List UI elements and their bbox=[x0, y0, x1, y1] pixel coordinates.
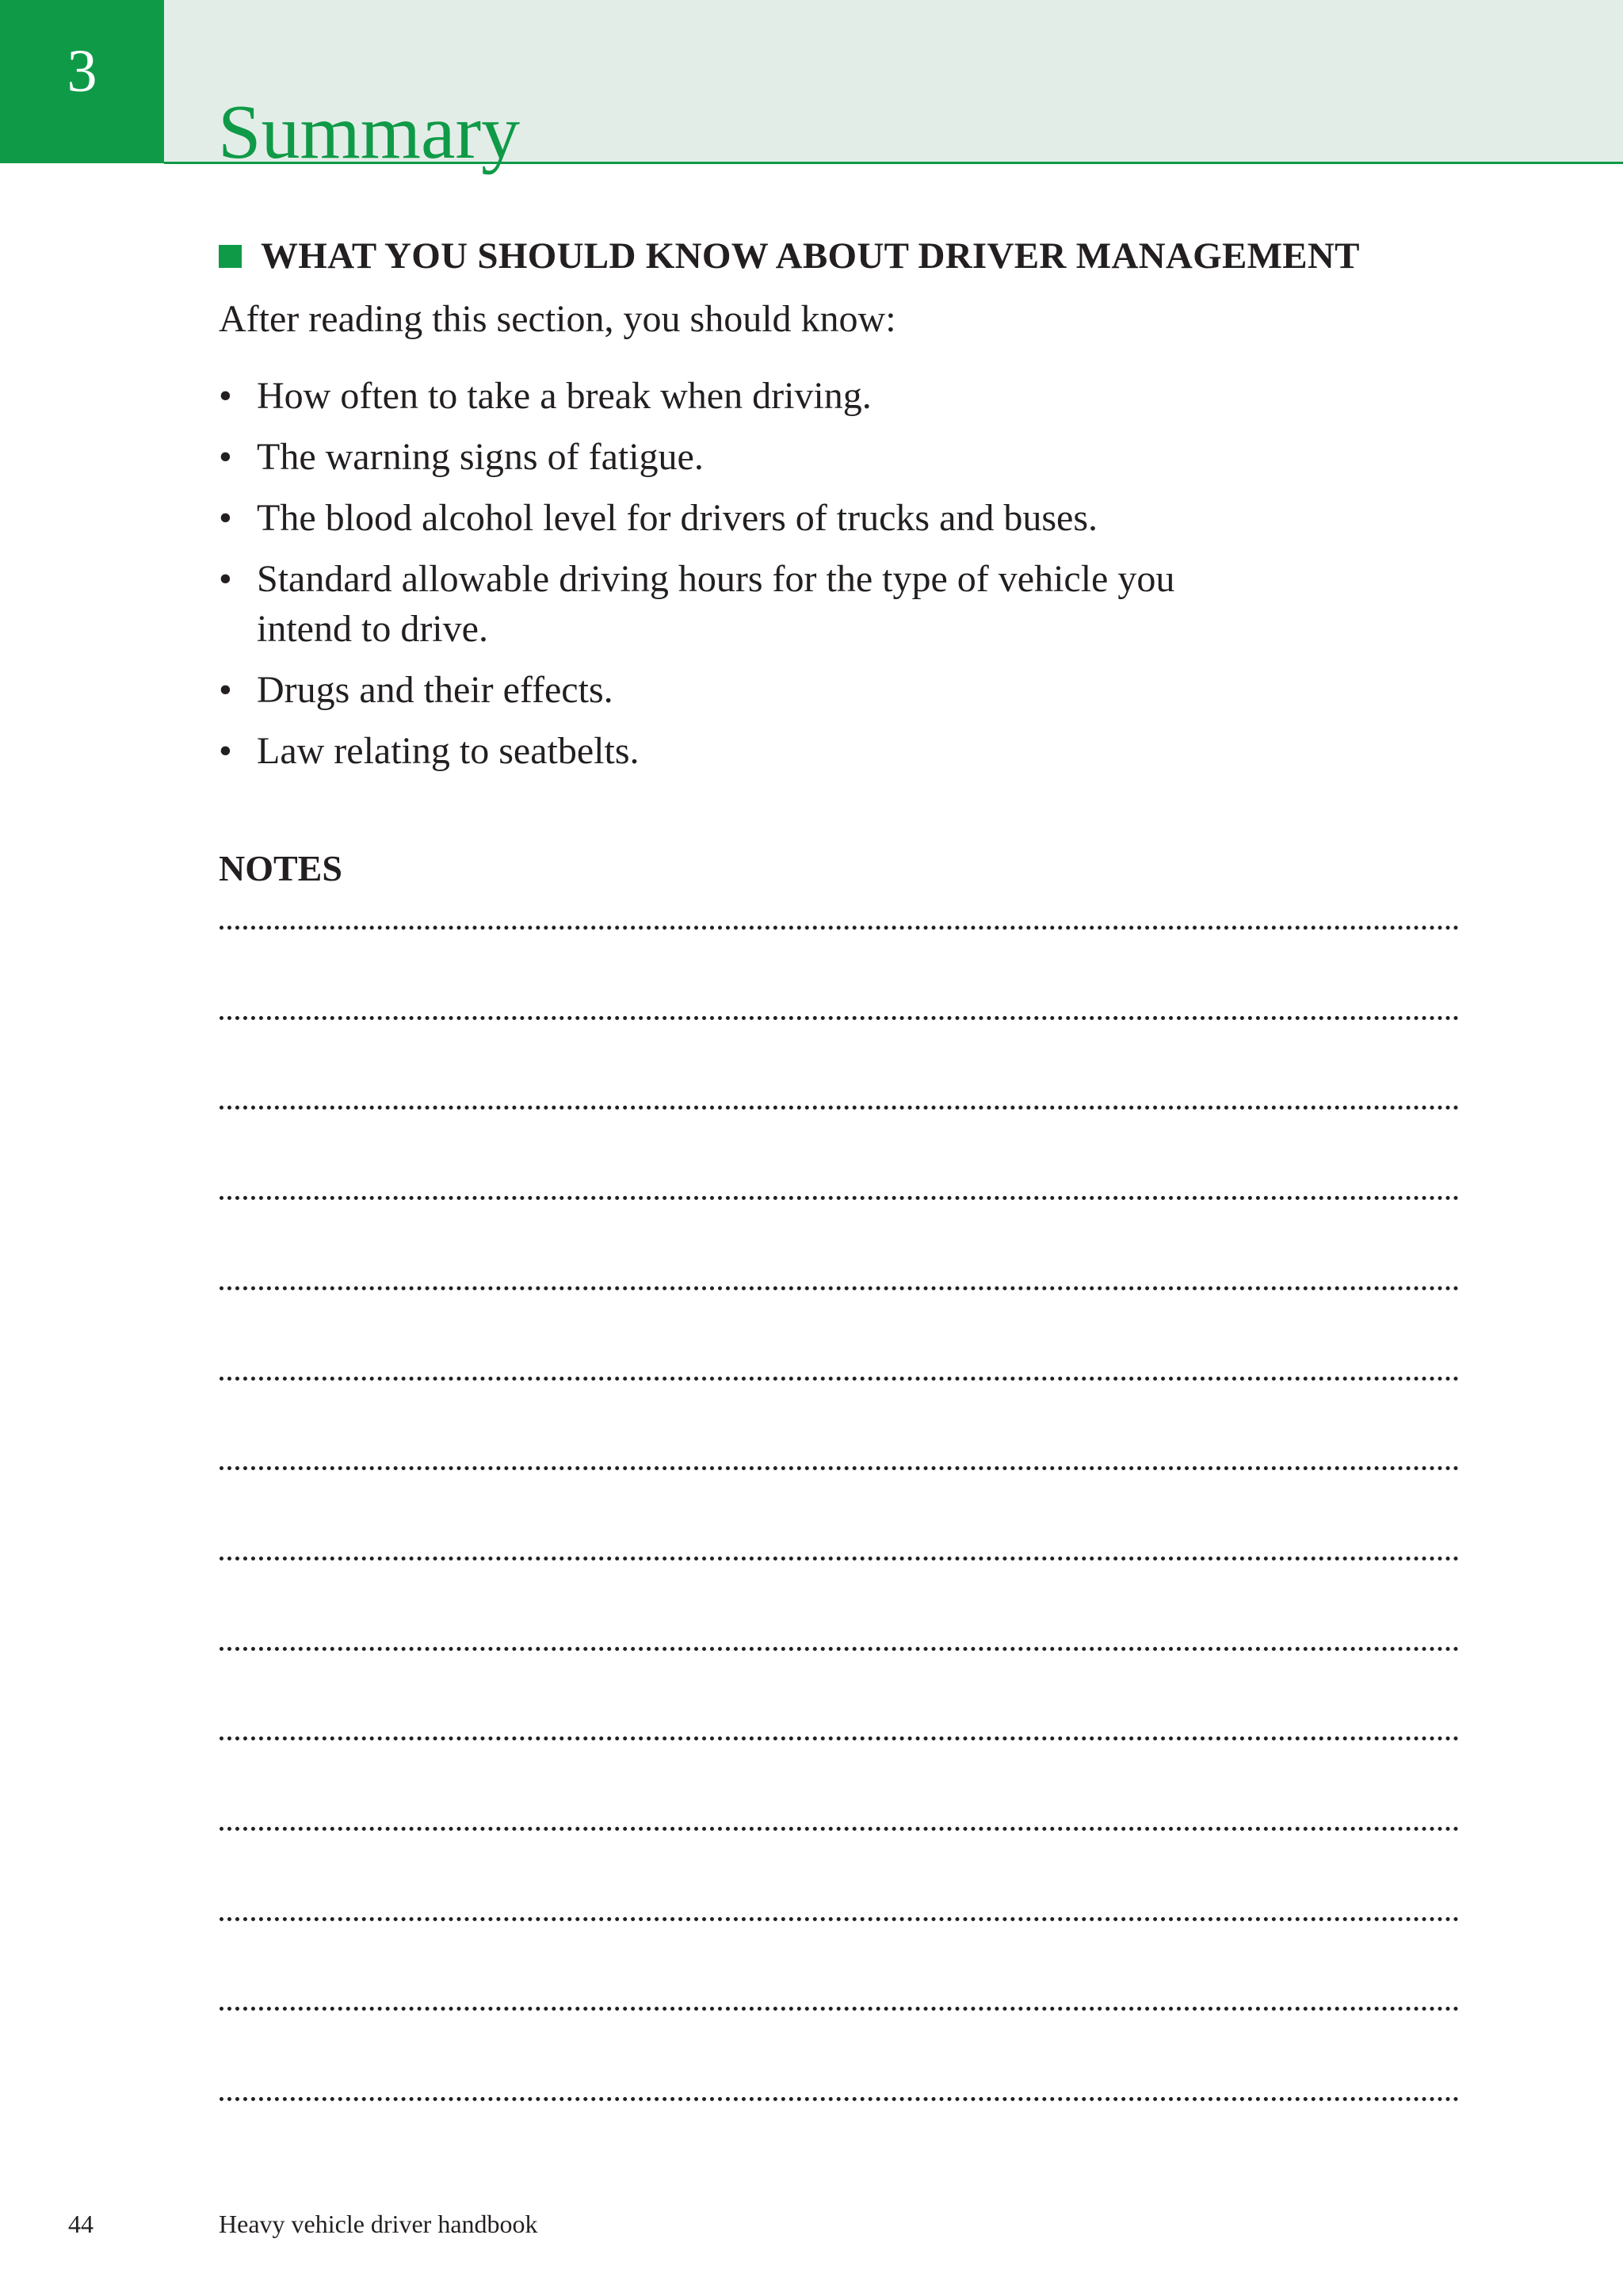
note-line bbox=[220, 1286, 1459, 1290]
bullet-icon: • bbox=[219, 375, 232, 417]
list-item-text: Standard allowable driving hours for the type of vehicle you intend to drive. bbox=[257, 558, 1175, 650]
footer-page-number: 44 bbox=[68, 2210, 94, 2238]
bullet-icon: • bbox=[219, 436, 232, 478]
note-line bbox=[220, 2007, 1459, 2011]
note-line bbox=[220, 1736, 1459, 1740]
note-line bbox=[220, 1016, 1459, 1020]
note-line bbox=[220, 2097, 1459, 2101]
notes-label: NOTES bbox=[219, 848, 342, 888]
list-item-text: Drugs and their effects. bbox=[257, 669, 613, 711]
bullet-icon: • bbox=[219, 558, 232, 600]
list-item-text: How often to take a break when driving. bbox=[257, 375, 872, 417]
note-line bbox=[220, 1557, 1459, 1561]
knowledge-list bbox=[219, 371, 1407, 787]
note-line bbox=[220, 1196, 1459, 1200]
list-item-text: Law relating to seatbelts. bbox=[257, 730, 640, 772]
page-title: Summary bbox=[218, 90, 521, 175]
bullet-icon: • bbox=[219, 669, 232, 711]
list-item bbox=[219, 726, 1407, 776]
note-line bbox=[220, 1647, 1459, 1651]
bullet-icon: • bbox=[219, 730, 232, 772]
list-item-text: The warning signs of fatigue. bbox=[257, 436, 704, 478]
note-line bbox=[220, 1377, 1459, 1381]
list-item bbox=[219, 371, 1407, 421]
list-item bbox=[219, 554, 1407, 654]
square-bullet-icon bbox=[219, 245, 242, 268]
note-line bbox=[220, 1106, 1459, 1110]
list-item-text: The blood alcohol level for drivers of trucks and buses. bbox=[257, 497, 1098, 539]
bullet-icon: • bbox=[219, 497, 232, 539]
list-item bbox=[219, 493, 1407, 543]
list-item bbox=[219, 665, 1407, 715]
note-line bbox=[220, 926, 1459, 930]
chapter-number: 3 bbox=[67, 38, 97, 105]
note-line bbox=[220, 1827, 1459, 1831]
intro-text: After reading this section, you should know: bbox=[219, 298, 896, 340]
footer-book-title: Heavy vehicle driver handbook bbox=[219, 2210, 538, 2238]
note-line bbox=[220, 1466, 1459, 1470]
list-item bbox=[219, 432, 1407, 482]
note-line bbox=[220, 1917, 1459, 1921]
chapter-tab bbox=[0, 0, 164, 163]
section-heading bbox=[219, 236, 1360, 276]
section-heading-text: WHAT YOU SHOULD KNOW ABOUT DRIVER MANAGEMENT bbox=[261, 235, 1360, 277]
